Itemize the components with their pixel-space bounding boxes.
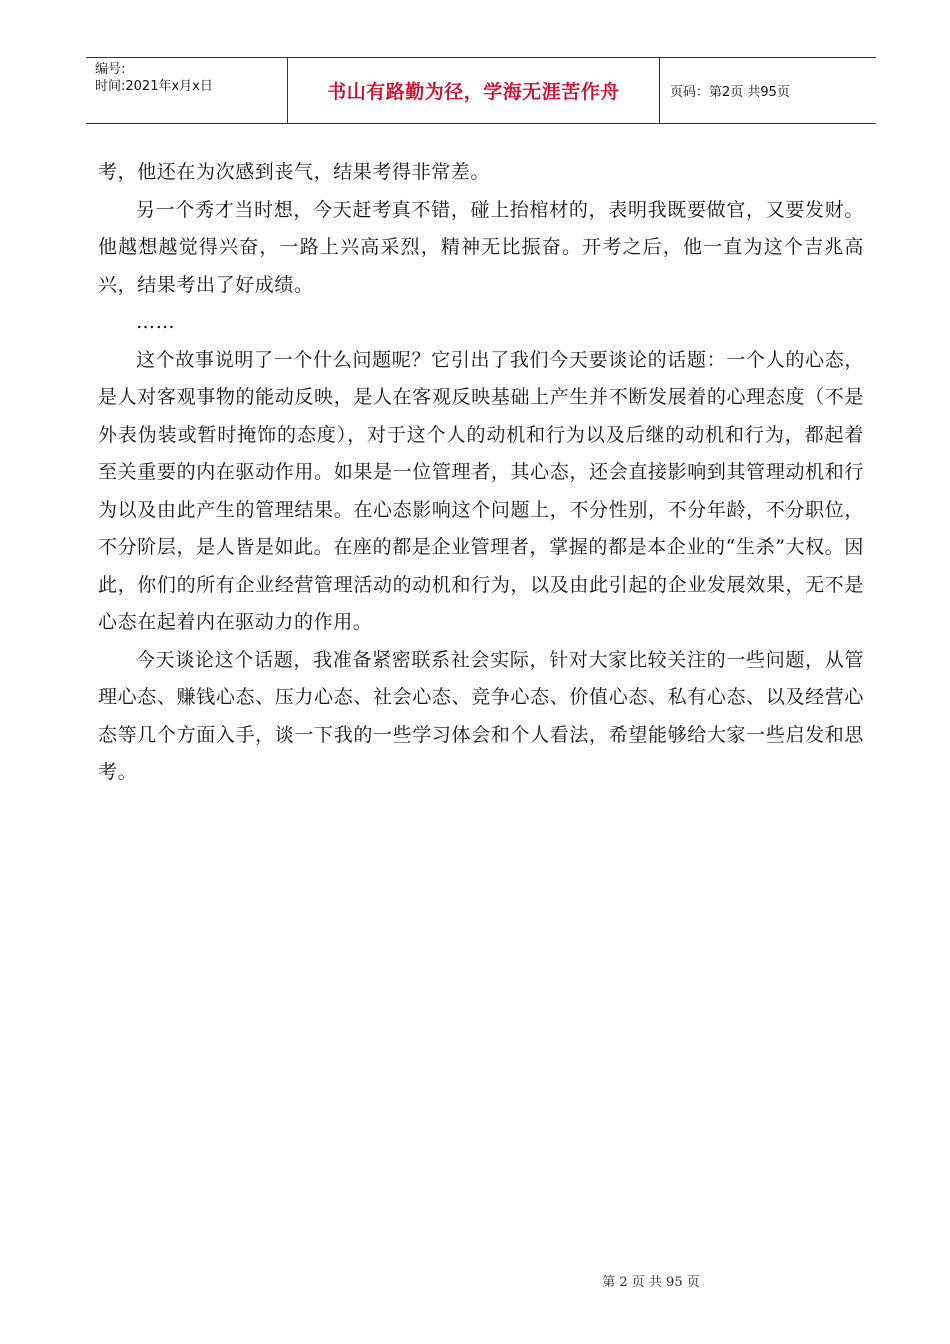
paragraph-ellipsis: ……: [136, 311, 176, 333]
time-label: 时间:2021年x月x日: [95, 79, 213, 94]
footer-page-number: 第 2 页 共 95 页: [602, 1275, 700, 1290]
header-meta-cell: [86, 58, 288, 123]
header-motto-cell: [288, 58, 660, 123]
serial-label: 编号:: [95, 62, 126, 77]
page-footer: [0, 1271, 950, 1290]
paragraph: 另一个秀才当时想，今天赶考真不错，碰上抬棺材的，表明我既要做官，又要发财。他越想越觉得兴奋，一路上兴高采烈，精神无比振奋。开考之后，他一直为这个吉兆高兴，结果考出了好成绩。: [98, 198, 864, 296]
header-page-cell: [660, 58, 876, 123]
motto-text: 书山有路勤为径，学海无涯苦作舟: [327, 81, 620, 103]
paragraph: 这个故事说明了一个什么问题呢？它引出了我们今天要谈论的话题：一个人的心态，是人对客观事物的能动反映，是人在客观反映基础上产生并不断发展着的心理态度（不是外表伪装或暂时掩饰的态度），对于这个人的动机和行为以及后继的动机和行为，都起着至关重要的内在驱动作用。如果是一位管理者，其心态，还会直接影响到其管理动机和行为以及由此产生的管理结果。在心态影响这个问题上，不分性别，不分年龄，不分职位，不分阶层，是人皆是如此。在座的都是企业管理者，掌握的都是本企业的“生杀”大权。因此，你们的所有企业经营管理活动的动机和行为，以及由此引起的企业发展效果，无不是心态在起着内在驱动力的作用。: [98, 348, 864, 633]
document-body: [98, 154, 864, 792]
page-info: 页码：第2页 共95页: [670, 85, 790, 100]
paragraph-continued: 考，他还在为次感到丧气，结果考得非常差。: [98, 161, 491, 183]
paragraph: 今天谈论这个话题，我准备紧密联系社会实际，针对大家比较关注的一些问题，从管理心态、赚钱心态、压力心态、社会心态、竞争心态、价值心态、私有心态、以及经营心态等几个方面入手，谈一下我的一些学习体会和个人看法，希望能够给大家一些启发和思考。: [98, 648, 864, 783]
page-header: [86, 57, 876, 124]
